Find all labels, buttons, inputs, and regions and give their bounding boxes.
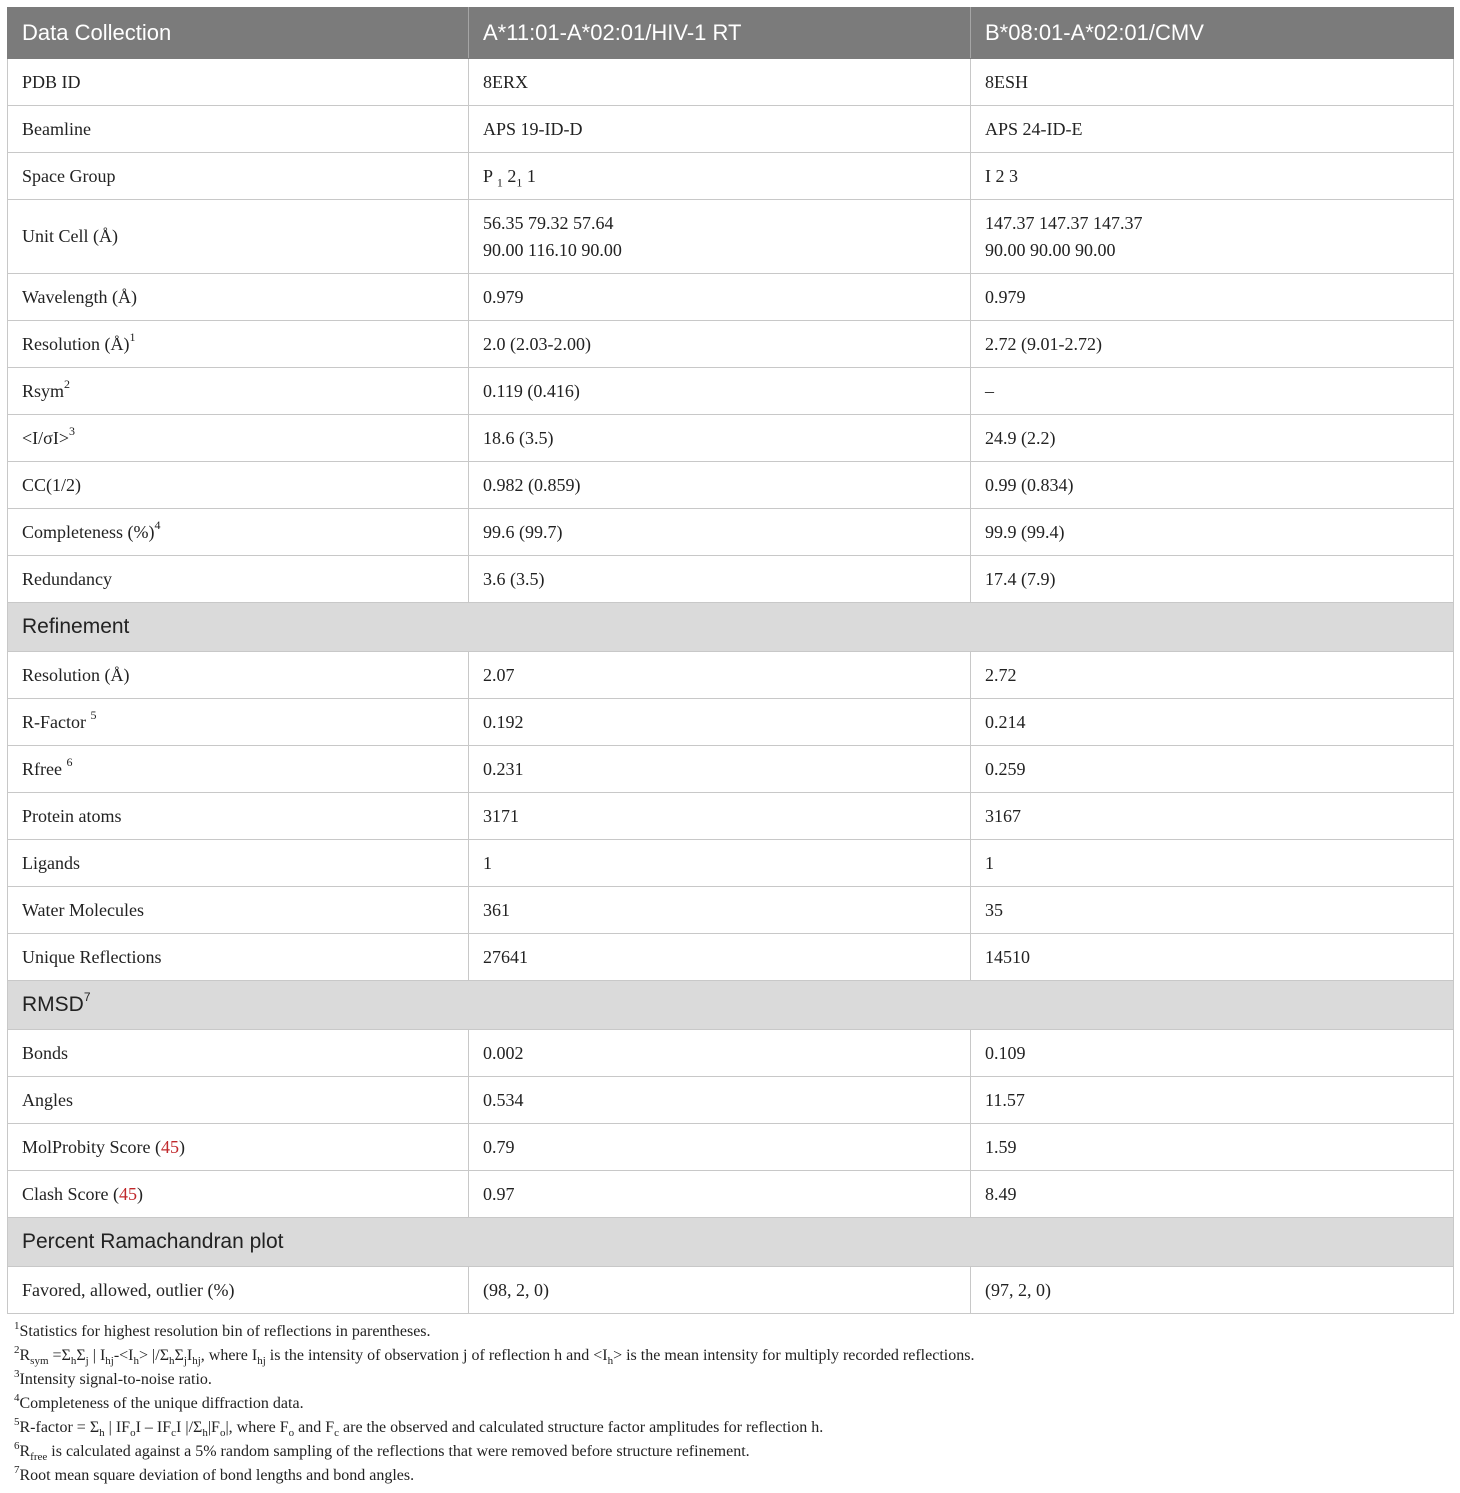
row-label bbox=[8, 415, 469, 462]
cell-b: 8.49 bbox=[971, 1171, 1454, 1218]
row-label bbox=[8, 509, 469, 556]
row-label: Unit Cell (Å) bbox=[8, 200, 469, 274]
table-row bbox=[8, 652, 1454, 699]
cell-a: 1 bbox=[469, 840, 971, 887]
footnote-marker: 1 bbox=[129, 329, 136, 344]
cell-b: 3167 bbox=[971, 793, 1454, 840]
row-label: Bonds bbox=[8, 1030, 469, 1077]
footnote-number: 3 bbox=[14, 1367, 20, 1380]
row-label: Water Molecules bbox=[8, 887, 469, 934]
section-header-refinement bbox=[8, 603, 1454, 652]
label-text: Clash Score ( bbox=[22, 1183, 119, 1204]
footnote-text: I |/Σ bbox=[176, 1419, 203, 1436]
cell-a: 18.6 (3.5) bbox=[469, 415, 971, 462]
footnote-text: is calculated against a 5% random sampling of the reflections that were removed before structure refinement. bbox=[47, 1443, 750, 1460]
cell-b: I 2 3 bbox=[971, 153, 1454, 200]
space-group-letter: P bbox=[483, 165, 493, 186]
cell-b bbox=[971, 200, 1454, 274]
header-complex-a: A*11:01-A*02:01/HIV-1 RT bbox=[469, 8, 971, 59]
footnote-text: > |/Σ bbox=[139, 1347, 169, 1364]
table-row bbox=[8, 59, 1454, 106]
section-title-text: RMSD bbox=[22, 993, 84, 1016]
label-text: R-Factor bbox=[22, 711, 91, 732]
section-title: Refinement bbox=[8, 603, 1454, 652]
cell-a: 27641 bbox=[469, 934, 971, 981]
cell-b: APS 24-ID-E bbox=[971, 106, 1454, 153]
label-text: MolProbity Score ( bbox=[22, 1136, 161, 1157]
footnote-text: Statistics for highest resolution bin of reflections in parentheses. bbox=[19, 1323, 431, 1340]
unit-cell-angles: 90.00 116.10 90.00 bbox=[483, 239, 622, 260]
table-container bbox=[7, 7, 1453, 1488]
row-label: PDB ID bbox=[8, 59, 469, 106]
space-group-sub: 1 bbox=[516, 175, 523, 190]
table-row bbox=[8, 887, 1454, 934]
table-row bbox=[8, 1030, 1454, 1077]
cell-a: 0.002 bbox=[469, 1030, 971, 1077]
reference-link[interactable]: 45 bbox=[118, 1183, 137, 1204]
footnote-sub: free bbox=[30, 1451, 48, 1464]
footnote-text: |, where F bbox=[225, 1419, 289, 1436]
footnote-text: | I bbox=[88, 1347, 106, 1364]
footnote-text: Root mean square deviation of bond lengths and bond angles. bbox=[19, 1467, 415, 1484]
table-row bbox=[8, 462, 1454, 509]
footnote-2 bbox=[14, 1344, 1453, 1368]
label-text: <I/σI> bbox=[22, 427, 69, 448]
cell-a: 2.0 (2.03-2.00) bbox=[469, 321, 971, 368]
row-label: Resolution (Å) bbox=[8, 652, 469, 699]
cell-b: 1 bbox=[971, 840, 1454, 887]
label-text: ) bbox=[136, 1183, 143, 1204]
footnote-number: 6 bbox=[14, 1439, 20, 1452]
crystallography-table bbox=[7, 7, 1454, 1314]
footnote-sub: c bbox=[334, 1427, 340, 1440]
label-text: Resolution (Å) bbox=[22, 333, 130, 354]
row-label bbox=[8, 1124, 469, 1171]
footnote-text: -<I bbox=[113, 1347, 134, 1364]
table-row bbox=[8, 509, 1454, 556]
cell-b: – bbox=[971, 368, 1454, 415]
row-label bbox=[8, 746, 469, 793]
footnote-1 bbox=[14, 1320, 1453, 1344]
footnote-text: > is the mean intensity for multiply recorded reflections. bbox=[613, 1347, 975, 1364]
footnote-text: and F bbox=[294, 1419, 335, 1436]
footnote-text: | IF bbox=[104, 1419, 131, 1436]
footnote-text: I bbox=[186, 1347, 193, 1364]
cell-b: 1.59 bbox=[971, 1124, 1454, 1171]
section-title bbox=[8, 981, 1454, 1030]
row-label: Angles bbox=[8, 1077, 469, 1124]
footnote-marker: 6 bbox=[66, 754, 73, 769]
table-row bbox=[8, 934, 1454, 981]
row-label: Ligands bbox=[8, 840, 469, 887]
cell-b: 99.9 (99.4) bbox=[971, 509, 1454, 556]
footnote-3 bbox=[14, 1368, 1453, 1392]
label-text: Rfree bbox=[22, 758, 67, 779]
unit-cell-angles: 90.00 90.00 90.00 bbox=[985, 239, 1116, 260]
footnote-sub: o bbox=[130, 1427, 136, 1440]
footnote-sub: j bbox=[85, 1355, 89, 1368]
cell-b: 17.4 (7.9) bbox=[971, 556, 1454, 603]
footnote-text: =Σ bbox=[48, 1347, 71, 1364]
cell-a: 0.119 (0.416) bbox=[469, 368, 971, 415]
cell-a: 0.534 bbox=[469, 1077, 971, 1124]
footnotes bbox=[7, 1320, 1453, 1488]
footnote-sub: h bbox=[70, 1355, 77, 1368]
cell-a: APS 19-ID-D bbox=[469, 106, 971, 153]
section-header-ramachandran bbox=[8, 1218, 1454, 1267]
footnote-text: |F bbox=[207, 1419, 220, 1436]
cell-b: 0.214 bbox=[971, 699, 1454, 746]
footnote-text: , where I bbox=[200, 1347, 258, 1364]
cell-b: 8ESH bbox=[971, 59, 1454, 106]
footnote-number: 2 bbox=[14, 1343, 20, 1356]
cell-a: 0.192 bbox=[469, 699, 971, 746]
cell-a: 0.97 bbox=[469, 1171, 971, 1218]
section-header-rmsd bbox=[8, 981, 1454, 1030]
label-text: Completeness (%) bbox=[22, 521, 155, 542]
footnote-sub: j bbox=[183, 1355, 187, 1368]
table-row bbox=[8, 746, 1454, 793]
row-label: Unique Reflections bbox=[8, 934, 469, 981]
cell-a: 0.231 bbox=[469, 746, 971, 793]
table-row bbox=[8, 415, 1454, 462]
label-text: Rsym bbox=[22, 380, 65, 401]
footnote-marker: 3 bbox=[69, 423, 75, 438]
footnote-text: are the observed and calculated structure factor amplitudes for reflection h. bbox=[339, 1419, 824, 1436]
footnote-sub: h bbox=[133, 1355, 140, 1368]
footnote-sub: h bbox=[202, 1427, 208, 1440]
cell-b: 0.979 bbox=[971, 274, 1454, 321]
footnote-sub: h bbox=[607, 1355, 614, 1368]
table-row bbox=[8, 1171, 1454, 1218]
unit-cell-lengths: 147.37 147.37 147.37 bbox=[985, 212, 1143, 233]
footnote-text: Σ bbox=[174, 1347, 184, 1364]
table-row bbox=[8, 368, 1454, 415]
space-group-screw: 2 bbox=[507, 165, 517, 186]
footnote-sub: hj bbox=[105, 1355, 114, 1368]
footnote-text: Intensity signal-to-noise ratio. bbox=[19, 1371, 212, 1388]
footnote-number: 4 bbox=[14, 1391, 20, 1404]
footnote-sub: sym bbox=[30, 1355, 49, 1368]
cell-b: 0.99 (0.834) bbox=[971, 462, 1454, 509]
footnote-number: 7 bbox=[14, 1463, 20, 1476]
row-label: CC(1/2) bbox=[8, 462, 469, 509]
cell-b: 11.57 bbox=[971, 1077, 1454, 1124]
cell-b: 14510 bbox=[971, 934, 1454, 981]
footnote-sub: h bbox=[99, 1427, 105, 1440]
footnote-marker: 4 bbox=[154, 517, 161, 532]
footnote-7 bbox=[14, 1464, 1453, 1488]
unit-cell-lengths: 56.35 79.32 57.64 bbox=[483, 212, 614, 233]
footnote-text: R bbox=[19, 1347, 31, 1364]
footnote-sub: h bbox=[169, 1355, 175, 1368]
table-header-row bbox=[8, 8, 1454, 59]
footnote-6 bbox=[14, 1440, 1453, 1464]
footnote-5 bbox=[14, 1416, 1453, 1440]
cell-a: 361 bbox=[469, 887, 971, 934]
footnote-text: R bbox=[19, 1443, 31, 1460]
row-label: Protein atoms bbox=[8, 793, 469, 840]
cell-b: 2.72 bbox=[971, 652, 1454, 699]
cell-b: 0.109 bbox=[971, 1030, 1454, 1077]
footnote-marker: 5 bbox=[90, 707, 97, 722]
row-label: Space Group bbox=[8, 153, 469, 200]
footnote-sub: c bbox=[171, 1427, 177, 1440]
row-label: Beamline bbox=[8, 106, 469, 153]
section-title: Percent Ramachandran plot bbox=[8, 1218, 1454, 1267]
row-label: Favored, allowed, outlier (%) bbox=[8, 1267, 469, 1314]
table-row bbox=[8, 106, 1454, 153]
cell-a: 3.6 (3.5) bbox=[469, 556, 971, 603]
footnote-number: 5 bbox=[14, 1415, 20, 1428]
cell-b: 2.72 (9.01-2.72) bbox=[971, 321, 1454, 368]
footnote-marker: 7 bbox=[83, 990, 91, 1004]
cell-a: 0.982 (0.859) bbox=[469, 462, 971, 509]
row-label bbox=[8, 321, 469, 368]
space-group-tail: 1 bbox=[526, 165, 536, 186]
reference-link[interactable]: 45 bbox=[161, 1136, 179, 1157]
cell-b: 35 bbox=[971, 887, 1454, 934]
footnote-text: I – IF bbox=[135, 1419, 172, 1436]
table-row bbox=[8, 840, 1454, 887]
cell-a: (98, 2, 0) bbox=[469, 1267, 971, 1314]
cell-b: 0.259 bbox=[971, 746, 1454, 793]
table-row bbox=[8, 1267, 1454, 1314]
table-row bbox=[8, 556, 1454, 603]
table-row bbox=[8, 1124, 1454, 1171]
footnote-sub: hj bbox=[257, 1355, 266, 1368]
header-complex-b: B*08:01-A*02:01/CMV bbox=[971, 8, 1454, 59]
footnote-text: Σ bbox=[76, 1347, 86, 1364]
table-row bbox=[8, 699, 1454, 746]
row-label bbox=[8, 368, 469, 415]
footnote-4 bbox=[14, 1392, 1453, 1416]
table-row bbox=[8, 274, 1454, 321]
cell-b: (97, 2, 0) bbox=[971, 1267, 1454, 1314]
table-row bbox=[8, 1077, 1454, 1124]
space-group-sub: 1 bbox=[496, 175, 503, 190]
cell-a: 0.979 bbox=[469, 274, 971, 321]
table-row bbox=[8, 200, 1454, 274]
table-row bbox=[8, 153, 1454, 200]
footnote-marker: 2 bbox=[64, 376, 71, 391]
footnote-sub: o bbox=[219, 1427, 226, 1440]
row-label: Wavelength (Å) bbox=[8, 274, 469, 321]
footnote-number: 1 bbox=[14, 1319, 20, 1332]
cell-a: 99.6 (99.7) bbox=[469, 509, 971, 556]
footnote-text: R-factor = Σ bbox=[19, 1419, 100, 1436]
cell-a bbox=[469, 200, 971, 274]
footnote-sub: o bbox=[288, 1427, 295, 1440]
cell-a: 0.79 bbox=[469, 1124, 971, 1171]
footnote-text: is the intensity of observation j of reflection h and <I bbox=[265, 1347, 608, 1364]
footnote-text: Completeness of the unique diffraction data. bbox=[19, 1395, 304, 1412]
header-data-collection: Data Collection bbox=[8, 8, 469, 59]
cell-b: 24.9 (2.2) bbox=[971, 415, 1454, 462]
cell-a bbox=[469, 153, 971, 200]
label-text: ) bbox=[179, 1136, 185, 1157]
footnote-sub: hj bbox=[192, 1355, 201, 1368]
row-label: Redundancy bbox=[8, 556, 469, 603]
table-row bbox=[8, 793, 1454, 840]
row-label bbox=[8, 699, 469, 746]
cell-a: 3171 bbox=[469, 793, 971, 840]
row-label bbox=[8, 1171, 469, 1218]
cell-a: 8ERX bbox=[469, 59, 971, 106]
cell-a: 2.07 bbox=[469, 652, 971, 699]
table-row bbox=[8, 321, 1454, 368]
